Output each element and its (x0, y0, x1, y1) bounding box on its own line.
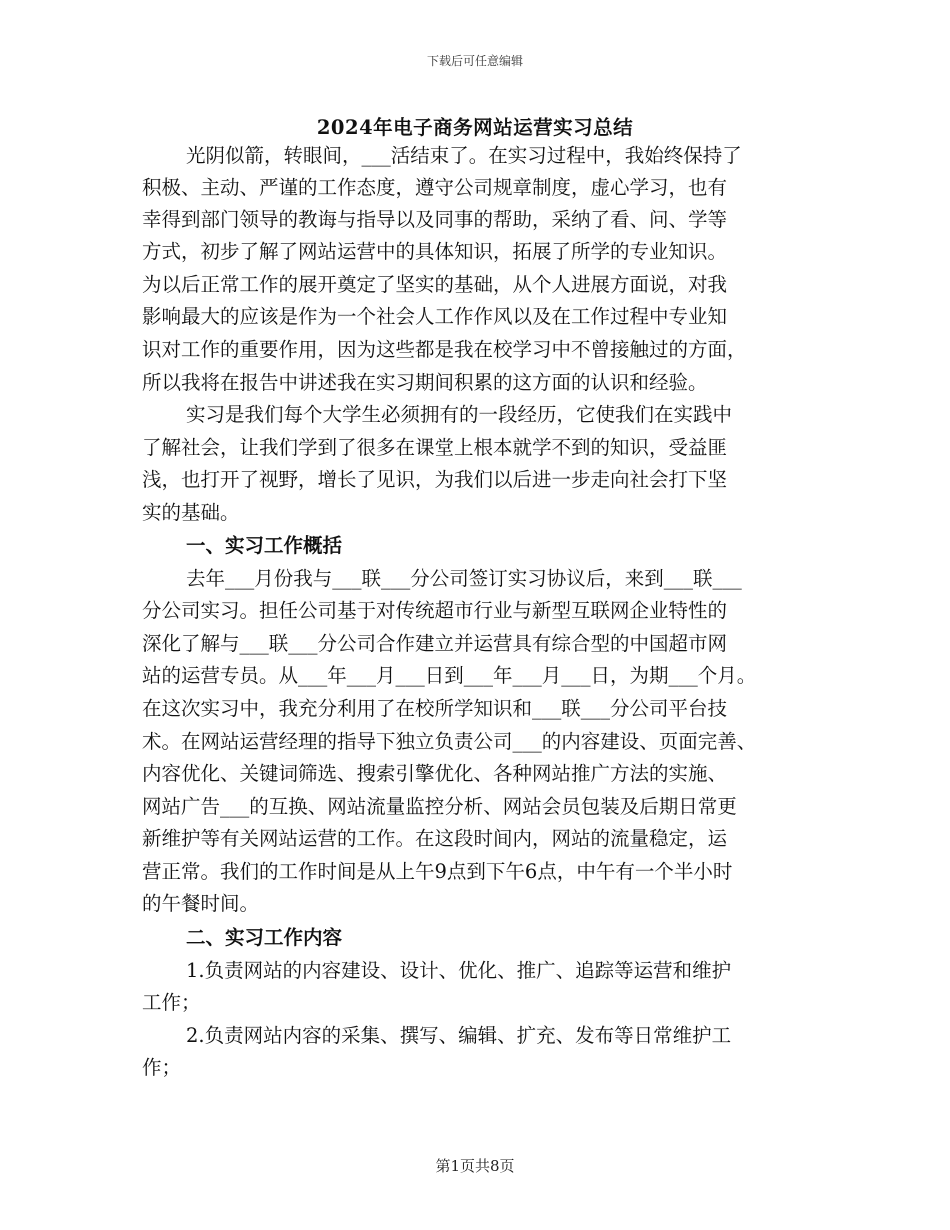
text-line: 识对工作的重要作用，因为这些都是我在校学习中不曾接触过的方面， (142, 338, 747, 361)
text-line: 为以后正常工作的展开奠定了坚实的基础，从个人进展方面说，对我 (142, 273, 728, 296)
text-line: 深化了解与___联___分公司合作建立并运营具有综合型的中国超市网 (142, 632, 728, 655)
text-line: 实习是我们每个大学生必须拥有的一段经历，它使我们在实践中 (186, 403, 733, 426)
text-line: 在这次实习中，我充分利用了在校所学知识和___联___分公司平台技 (142, 697, 728, 720)
text-line: 1.负责网站的内容建设、设计、优化、推广、追踪等运营和维护 (186, 959, 732, 982)
text-line: 实的基础。 (142, 501, 240, 524)
text-line: 积极、主动、严谨的工作态度，遵守公司规章制度，虚心学习，也有 (142, 176, 728, 199)
text-line: 作； (142, 1056, 182, 1079)
text-line: 光阴似箭，转眼间，___活结束了。在实习过程中，我始终保持了 (186, 144, 742, 167)
text-line: 营正常。我们的工作时间是从上午9点到下午6点，中午有一个半小时 (142, 860, 733, 883)
text-line: 浅，也打开了视野，增长了见识，为我们以后进一步走向社会打下坚 (142, 468, 728, 491)
header-note: 下载后可任意编辑 (426, 54, 523, 68)
text-line: 所以我将在报告中讲述我在实习期间积累的这方面的认识和经验。 (142, 371, 708, 394)
section-heading: 二、实习工作内容 (186, 926, 343, 949)
document-title: 2024年电子商务网站运营实习总结 (316, 116, 634, 139)
text-line: 了解社会，让我们学到了很多在课堂上根本就学不到的知识，受益匪 (142, 436, 728, 459)
text-line: 工作； (142, 991, 201, 1014)
text-line: 影响最大的应该是作为一个社会人工作作风以及在工作过程中专业知 (142, 305, 728, 328)
text-line: 内容优化、关键词筛选、搜索引擎优化、各种网站推广方法的实施、 (142, 762, 728, 785)
text-line: 2.负责网站内容的采集、撰写、编辑、扩充、发布等日常维护工 (186, 1024, 732, 1047)
text-line: 新维护等有关网站运营的工作。在这段时间内，网站的流量稳定，运 (142, 827, 728, 850)
page-footer: 第1页共8页 (435, 1157, 515, 1175)
text-line: 的午餐时间。 (142, 892, 260, 915)
text-line: 幸得到部门领导的教诲与指导以及同事的帮助，采纳了看、问、学等 (142, 208, 728, 231)
text-line: 术。在网站运营经理的指导下独立负责公司___的内容建设、页面完善、 (142, 730, 757, 753)
section-heading: 一、实习工作概括 (186, 534, 343, 557)
text-line: 方式，初步了解了网站运营中的具体知识，拓展了所学的专业知识。 (142, 240, 728, 263)
text-line: 站的运营专员。从___年___月___日到___年___月___日，为期___个月。 (142, 664, 757, 687)
text-line: 分公司实习。担任公司基于对传统超市行业与新型互联网企业特性的 (142, 599, 728, 622)
text-line: 去年___月份我与___联___分公司签订实习协议后，来到___联___ (186, 567, 742, 590)
text-line: 网站广告___的互换、网站流量监控分析、网站会员包装及后期日常更 (142, 795, 737, 818)
